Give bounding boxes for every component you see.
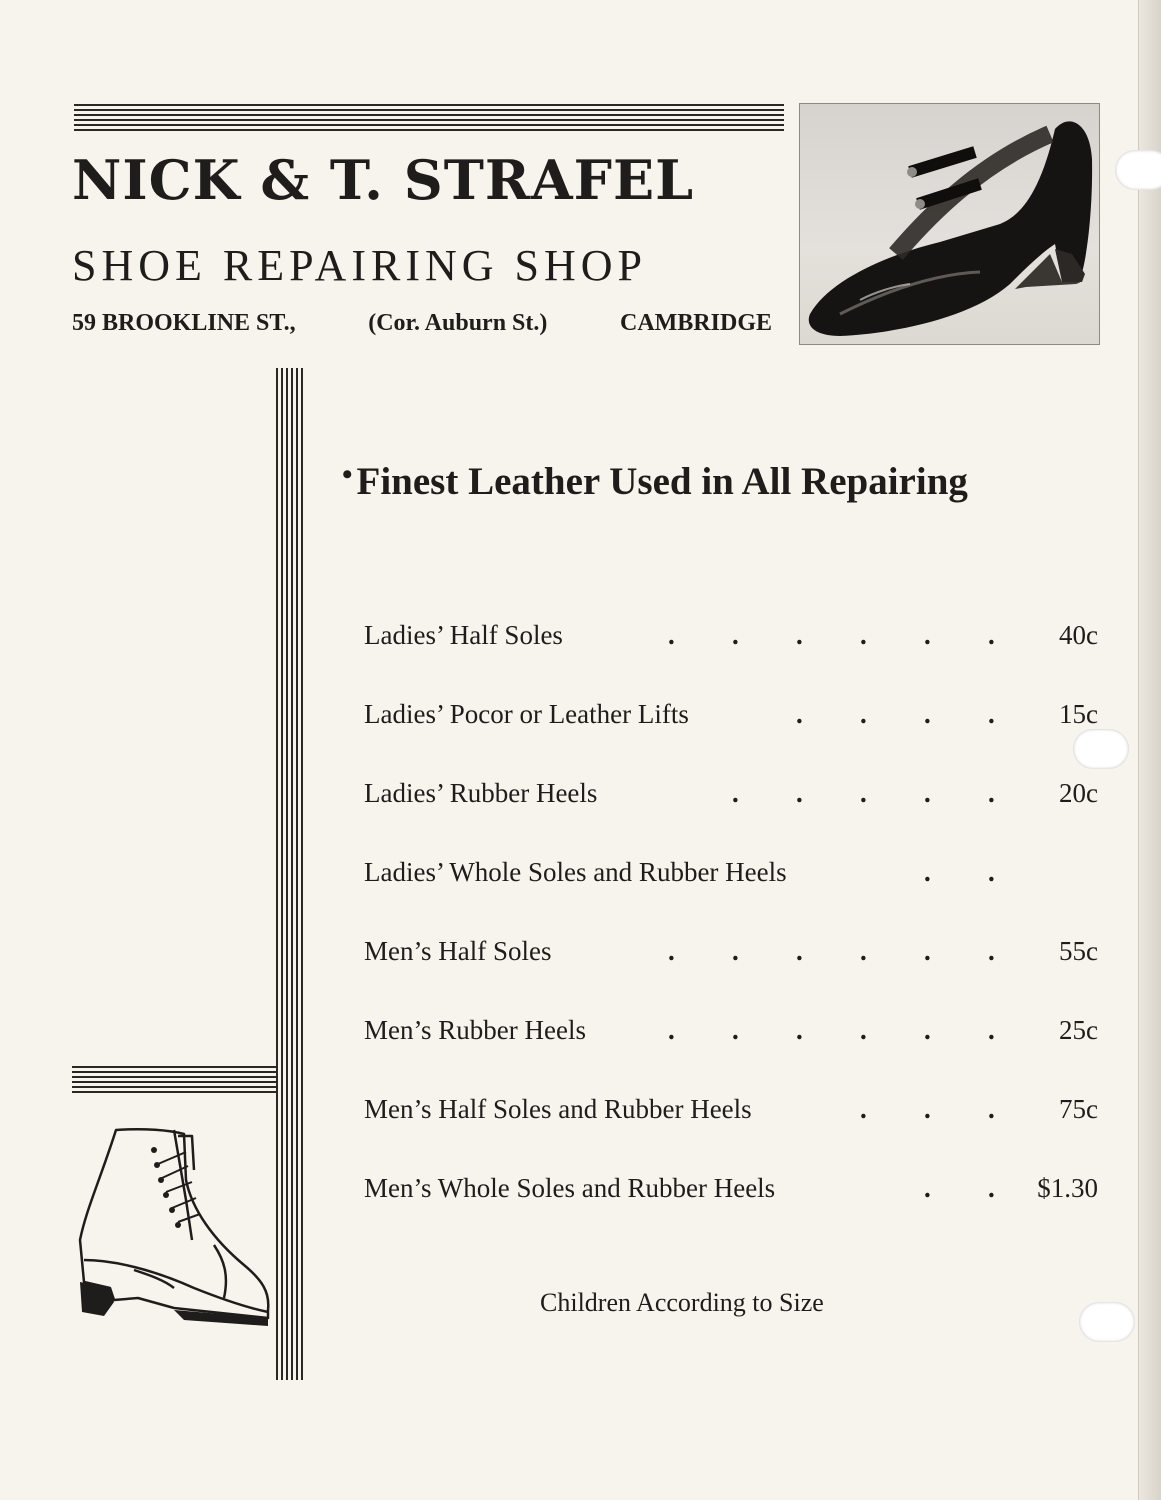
header-rules <box>74 104 784 134</box>
service-label: Men’s Half Soles <box>364 936 552 966</box>
punch-hole-top <box>1115 150 1161 190</box>
service-price: 75c <box>1059 1094 1098 1124</box>
leader-dot: . <box>924 699 931 729</box>
service-price: 55c <box>1059 936 1098 966</box>
service-label: Men’s Rubber Heels <box>364 1015 586 1045</box>
price-row <box>364 1011 1098 1090</box>
leader-dot: . <box>732 620 739 650</box>
leader-dot: . <box>732 778 739 808</box>
leader-dot: . <box>988 936 995 966</box>
leader-dot: . <box>668 1015 675 1045</box>
leader-dot: . <box>988 778 995 808</box>
leader-dot: . <box>668 936 675 966</box>
shop-name: NICK & T. STRAFEL <box>72 148 695 212</box>
price-row <box>364 616 1098 695</box>
womens-shoe-photo <box>799 103 1100 345</box>
mens-boot-icon <box>74 1120 274 1340</box>
leader-dot: . <box>988 1015 995 1045</box>
price-list <box>364 616 1098 1248</box>
leader-dot: . <box>988 1094 995 1124</box>
headline-text: Finest Leather Used in All Repairing <box>356 460 968 503</box>
leader-dot: . <box>796 620 803 650</box>
leader-dot: . <box>924 936 931 966</box>
price-row <box>364 1090 1098 1169</box>
service-price: 25c <box>1059 1015 1098 1045</box>
price-row <box>364 853 1098 932</box>
price-row <box>364 774 1098 853</box>
leader-dot: . <box>924 1173 931 1203</box>
leader-dot: . <box>796 1015 803 1045</box>
headline <box>342 458 1102 504</box>
leader-dot: . <box>988 857 995 887</box>
leader-dot: . <box>924 1015 931 1045</box>
leader-dot: . <box>924 857 931 887</box>
service-price: 40c <box>1059 620 1098 650</box>
leader-dot: . <box>860 1094 867 1124</box>
punch-hole-bottom <box>1079 1302 1135 1342</box>
address-city: CAMBRIDGE <box>619 310 772 336</box>
price-row <box>364 1169 1098 1248</box>
service-label: Ladies’ Whole Soles and Rubber Heels <box>364 857 787 887</box>
leader-dot: . <box>860 936 867 966</box>
service-label: Ladies’ Pocor or Leather Lifts <box>364 699 689 729</box>
leader-dot: . <box>860 778 867 808</box>
shop-address <box>72 310 772 337</box>
leader-dot: . <box>924 1094 931 1124</box>
strap-shoe-icon <box>800 104 1099 344</box>
leader-dot: . <box>668 620 675 650</box>
leader-dot: . <box>924 620 931 650</box>
boot-rules <box>72 1066 278 1096</box>
service-price: 15c <box>1059 699 1098 729</box>
service-label: Men’s Half Soles and Rubber Heels <box>364 1094 752 1124</box>
leader-dot: . <box>796 778 803 808</box>
leader-dot: . <box>796 699 803 729</box>
service-label: Ladies’ Rubber Heels <box>364 778 598 808</box>
leader-dot: . <box>732 936 739 966</box>
leader-dot: . <box>924 778 931 808</box>
leader-dot: . <box>988 1173 995 1203</box>
headline-bullet: • <box>342 458 353 491</box>
price-row <box>364 695 1098 774</box>
page-edge <box>1138 0 1161 1500</box>
children-note: Children According to Size <box>540 1288 824 1317</box>
leader-dot: . <box>796 936 803 966</box>
leader-dot: . <box>732 1015 739 1045</box>
address-corner: (Cor. Auburn St.) <box>368 310 548 336</box>
service-price: 20c <box>1059 778 1098 808</box>
vertical-rules <box>276 368 303 1380</box>
leader-dot: . <box>860 1015 867 1045</box>
leader-dot: . <box>988 699 995 729</box>
shop-type: SHOE REPAIRING SHOP <box>72 241 648 290</box>
leader-dot: . <box>988 620 995 650</box>
service-price: $1.30 <box>1037 1173 1098 1203</box>
service-label: Ladies’ Half Soles <box>364 620 563 650</box>
price-row <box>364 932 1098 1011</box>
address-street: 59 BROOKLINE ST., <box>72 310 296 336</box>
leader-dot: . <box>860 699 867 729</box>
leader-dot: . <box>860 620 867 650</box>
service-label: Men’s Whole Soles and Rubber Heels <box>364 1173 776 1203</box>
